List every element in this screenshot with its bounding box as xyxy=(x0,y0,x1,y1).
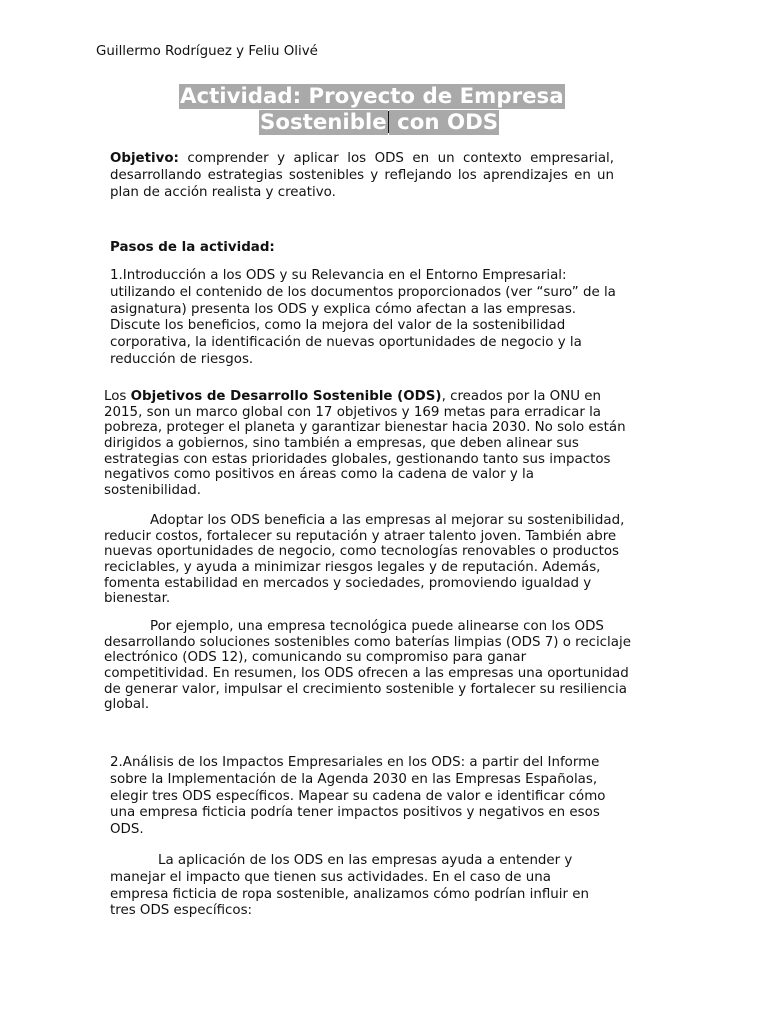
para-line: tres ODS específicos: xyxy=(110,903,253,919)
title-highlight-2a: Sostenible xyxy=(260,110,387,135)
author-header: Guillermo Rodríguez y Feliu Olivé xyxy=(96,44,318,59)
objective-label: Objetivo: xyxy=(110,151,179,166)
paragraph-example xyxy=(104,619,664,713)
para-line: Adoptar los ODS beneficia a las empresas al mejorar su sostenibilidad, xyxy=(150,513,625,528)
step-line: una empresa ficticia podría tener impactos positivos y negativos en esos xyxy=(110,805,600,821)
title-highlight-2b: con ODS xyxy=(389,110,499,135)
step-2-block xyxy=(110,755,640,839)
step-line: utilizando el contenido de los documentos proporcionados (ver “suro” de la xyxy=(110,284,616,300)
paragraph-benefits xyxy=(104,513,664,607)
para-line: La aplicación de los ODS en las empresas ayuda a entender y xyxy=(158,853,573,868)
step-line: ODS. xyxy=(110,822,144,837)
para-line: de generar valor, impulsar el crecimiento sostenible y fortalecer su resiliencia xyxy=(104,681,627,697)
page-title-line-1 xyxy=(179,85,565,109)
objective-line: comprender y aplicar los ODS en un contexto empresarial, xyxy=(178,151,614,166)
para-line: empresa ficticia de ropa sostenible, analizamos cómo podrían influir en xyxy=(110,886,589,902)
para-line: estrategias con estas prioridades globales, gestionando tanto sus impactos xyxy=(104,451,611,467)
para-line: nuevas oportunidades de negocio, como tecnologías renovables o productos xyxy=(104,544,620,560)
para-line: fomenta estabilidad en mercados y sociedades, promoviendo igualdad y xyxy=(104,575,592,591)
para-line: manejar el impacto que tienen sus actividades. En el caso de una xyxy=(110,869,551,885)
para-line: Por ejemplo, una empresa tecnológica puede alinearse con los ODS xyxy=(150,619,604,634)
paragraph-application xyxy=(110,853,640,920)
step-number: 1. xyxy=(110,268,123,283)
para-line: desarrollando soluciones sostenibles como baterías limpias (ODS 7) o reciclaje xyxy=(104,634,631,650)
step-line: reducción de riesgos. xyxy=(110,351,254,367)
para-line: dirigidos a gobiernos, sino también a empresas, que deben alinear sus xyxy=(104,436,579,452)
para-line: reciclables, y ayuda a minimizar riesgos legales y de reputación. Además, xyxy=(104,560,601,576)
para-line: electrónico (ODS 12), comunicando su compromiso para ganar xyxy=(104,650,527,666)
para-line: competitividad. En resumen, los ODS ofrecen a las empresas una oportunidad xyxy=(104,666,629,682)
title-highlight-1: Actividad: Proyecto de Empresa xyxy=(180,84,564,109)
para-line: sostenibilidad. xyxy=(104,483,201,499)
step-line: Discute los beneficios, como la mejora del valor de la sostenibilidad xyxy=(110,318,566,334)
objective-line: desarrollando estrategias sostenibles y reflejando los aprendizajes en un xyxy=(110,167,614,183)
step-line: sobre la Implementación de la Agenda 2030 en las Empresas Españolas, xyxy=(110,771,598,787)
step-line: elegir tres ODS específicos. Mapear su cadena de valor e identificar cómo xyxy=(110,788,606,804)
para-line: global. xyxy=(104,697,150,713)
step-line: Introducción a los ODS y su Relevancia en el Entorno Empresarial: xyxy=(122,268,567,283)
para-text: , creados por la ONU en xyxy=(441,389,601,404)
para-text: Los xyxy=(104,389,131,404)
para-line: pobreza, proteger el planeta y garantizar bienestar hacia 2030. No solo están xyxy=(104,420,626,436)
step-1-block xyxy=(110,268,630,369)
para-line: reducir costos, fortalecer su reputación y atraer talento joven. También abre xyxy=(104,528,617,544)
para-line: bienestar. xyxy=(104,591,171,607)
step-line: corporativa, la identificación de nuevas oportunidades de negocio y la xyxy=(110,335,582,350)
objective-block xyxy=(110,151,614,201)
objective-line: plan de acción realista y creativo. xyxy=(110,184,336,200)
step-line: asignatura) presenta los ODS y explica cómo afectan a las empresas. xyxy=(110,301,577,317)
paragraph-ods-intro xyxy=(104,389,664,499)
steps-heading: Pasos de la actividad: xyxy=(110,240,275,255)
step-line: Análisis de los Impactos Empresariales en los ODS: a partir del Informe xyxy=(122,755,600,770)
step-number: 2. xyxy=(110,755,123,770)
page-title-line-2 xyxy=(259,111,499,135)
para-line: 2015, son un marco global con 17 objetivos y 169 metas para erradicar la xyxy=(104,404,602,420)
para-bold-term: Objetivos de Desarrollo Sostenible (ODS) xyxy=(130,389,442,404)
para-line: negativos como positivos en áreas como la cadena de valor y la xyxy=(104,467,534,483)
